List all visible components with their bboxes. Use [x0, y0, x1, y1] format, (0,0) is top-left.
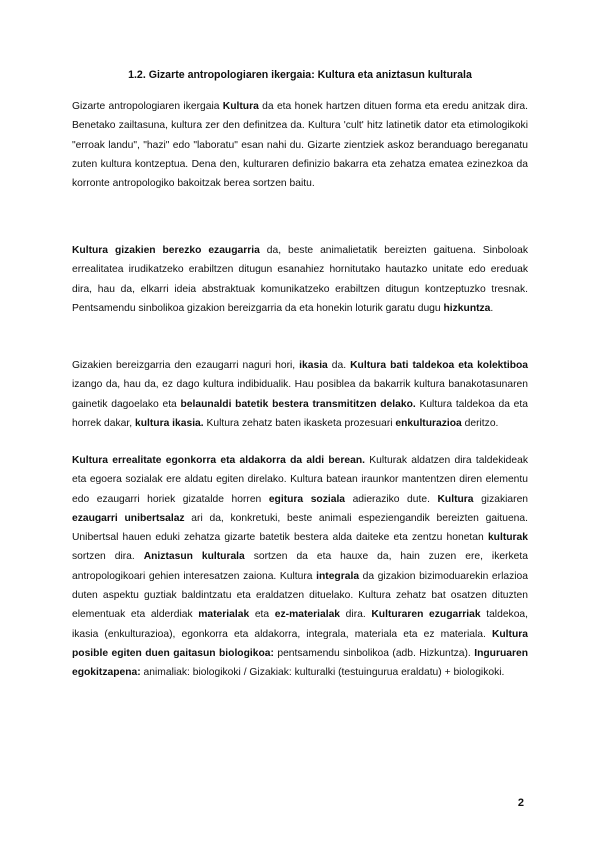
- bold-text-run: Kultura posible egiten duen gaitasun biologikoa:: [72, 628, 528, 659]
- text-run: da.: [327, 360, 351, 371]
- bold-text-run: hizkuntza: [443, 302, 491, 314]
- bold-text-run: Kultura: [222, 101, 259, 112]
- bold-text-run: ezaugarri unibertsalaz: [72, 512, 185, 524]
- paragraph-kultura-ikasia: [72, 356, 528, 433]
- text-run: da, beste animalietatik bereizten gaituena. Sinboloak errealitatea irudikatzeko erabiltzen ditugun esanahiez hornitutako hautazko unitate edo ereduak dira, hau da, elkarri ideia abstraktuak komunikatzeko erabiltzen ditugun kontzeptuzko tresnak. Pentsamendu sinbolikoa gizakion bereizgarria da eta honekin loturik garatu dugu: [72, 245, 528, 314]
- text-run: sortzen dira.: [72, 551, 144, 563]
- bold-text-run: Aniztasun kulturala: [143, 551, 245, 563]
- bold-text-run: Kultura gizakien berezko ezaugarria: [72, 245, 260, 256]
- text-run: da eta honek hartzen dituen forma eta eredu anitzak dira. Benetako zailtasuna, kultura zer den definitzea da. Kultura 'cult' hitz latinetik dator eta etimologikoki "erroak landu", "hazi" edo "laboratu" esan nahi du. Gizarte zientziek askoz beranduago bereganatu zuten kultura kontzeptua. Dena den, kulturaren definizio bakarra eta zehatza ematea ezinezkoa da korronte antropologiko bakoitzak berea sortzen baitu.: [72, 101, 528, 190]
- bold-text-run: materialak: [198, 609, 250, 621]
- bold-text-run: Kulturaren ezugarriak: [371, 609, 481, 621]
- bold-text-run: Kultura bati taldekoa eta kolektiboa: [350, 360, 529, 371]
- paragraph-kultura-definizioa: [72, 97, 528, 193]
- page-number: 2: [517, 797, 524, 809]
- text-run: Gizakien bereizgarria den ezaugarri naguri hori,: [72, 360, 300, 371]
- bold-text-run: ikasia: [299, 360, 328, 371]
- text-run: Kultura zehatz baten ikasketa prozesuari: [203, 417, 396, 429]
- text-run: eta: [249, 609, 275, 621]
- text-run: da gizakion bizimoduarekin erlazioa duten aspektu guztiak baldintzatu eta eraldatzen dituelako. Kultura zehatz bat osatzen dituzten elementuak eta alderdiak: [72, 570, 528, 621]
- text-run: dira.: [340, 609, 372, 621]
- text-run: sortzen da eta hauxe da, hain zuzen ere, ikerketa antropologikoari gehien interesatzen zaiona. Kultura: [72, 551, 528, 582]
- paragraph-kultura-aldakorra: [72, 451, 528, 683]
- text-run: gizakiaren: [473, 493, 529, 505]
- text-run: Kulturak aldatzen dira taldekideak eta egoera sozialak ere aldatu egiten direlako. Kultura batean iraunkor mantentzen diren elementu edo ezaugarri horiek gizatalde horren: [72, 455, 528, 505]
- text-run: pentsamendu sinbolikoa (adb. Hizkuntza).: [273, 647, 475, 659]
- text-run: animaliak: biologikoki / Gizakiak: kulturalki (testuingurua eraldatu) + biologikoki.: [140, 667, 505, 679]
- text-run: Gizarte antropologiaren ikergaia: [72, 101, 223, 112]
- bold-text-run: integrala: [316, 570, 360, 582]
- text-run: ari da, konkretuki, beste animali espeziengandik bereizten gaituena. Unibertsal hauen eduki zehatza gizarte batetik bestera alda daiteke eta zentzu honetan: [72, 512, 528, 544]
- bold-text-run: egitura soziala: [268, 493, 346, 505]
- bold-text-run: Inguruaren egokitzapena:: [72, 647, 528, 679]
- bold-text-run: enkulturazioa: [395, 417, 462, 429]
- text-run: adieraziko dute.: [345, 493, 438, 505]
- text-run: .: [490, 302, 494, 314]
- bold-text-run: kulturak: [487, 532, 528, 544]
- bold-text-run: ez-materialak: [274, 609, 341, 621]
- text-run: izango da, hau da, ez dago kultura indibidualik. Hau posiblea da bakarrik kultura banakotasunaren gainetik dagoelako eta: [72, 379, 528, 410]
- bold-text-run: kultura ikasia.: [134, 417, 204, 429]
- text-run: taldekoa, ikasia (enkulturazioa), egonkorra eta aldakorra, integrala, materiala eta ez materiala.: [72, 609, 529, 640]
- text-run: deritzo.: [461, 417, 499, 429]
- page-title: 1.2. Gizarte antropologiaren ikergaia: Kultura eta aniztasun kulturala: [128, 69, 472, 81]
- bold-text-run: Kultura errealitate egonkorra eta aldakorra da aldi berean.: [72, 455, 366, 466]
- bold-text-run: belaunaldi batetik bestera transmititzen delako.: [180, 398, 416, 410]
- bold-text-run: Kultura: [437, 493, 474, 505]
- text-run: Kultura taldekoa da eta horrek dakar,: [72, 398, 528, 429]
- paragraph-gizakien-ezaugarria: [72, 241, 528, 318]
